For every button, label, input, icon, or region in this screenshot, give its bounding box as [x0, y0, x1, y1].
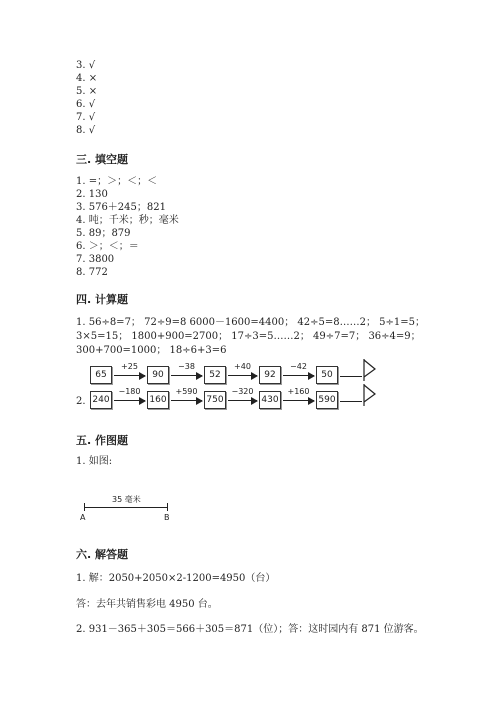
answer-line: 8. 772	[76, 267, 108, 278]
number-box: 65	[90, 366, 112, 384]
number-box: 90	[147, 366, 169, 384]
answer-line: 2. 931－365＋305＝566＋305＝871（位）；答：这时园内有 871 位游客。	[76, 624, 424, 635]
section-heading: 四. 计算题	[76, 293, 129, 306]
operation-label: +40	[234, 362, 251, 371]
answer-line: 4. 吨；千米；秒；毫米	[76, 215, 179, 226]
answer-line: 6. √	[76, 99, 96, 110]
operation-label: −38	[178, 362, 195, 371]
number-box: 750	[204, 391, 226, 409]
arrow	[228, 375, 257, 376]
answer-line: 7. √	[76, 112, 96, 123]
segment-length-label: 35 毫米	[112, 495, 141, 504]
arrow	[171, 375, 202, 376]
answer-line: 5. 89；879	[76, 228, 131, 239]
operation-label: −42	[290, 362, 307, 371]
answer-line: 3. √	[76, 60, 96, 71]
operation-label: +590	[175, 387, 198, 396]
flag-icon	[362, 358, 380, 382]
end-line	[340, 376, 362, 377]
number-box: 92	[259, 366, 281, 384]
answer-line: 4. ×	[76, 73, 98, 84]
arrow	[171, 400, 202, 401]
section-heading: 六. 解答题	[76, 548, 129, 561]
arrow	[114, 375, 145, 376]
end-line	[340, 401, 362, 402]
answer-line: 5. ×	[76, 86, 98, 97]
operation-label: −180	[118, 387, 141, 396]
answer-line: 7. 3800	[76, 254, 115, 265]
arrow	[228, 400, 257, 401]
section-heading: 三. 填空题	[76, 153, 129, 166]
answer-line: 3. 576＋245；821	[76, 202, 166, 213]
number-box: 430	[259, 391, 281, 409]
calc-line: 3×5=15； 1800+900=2700； 17÷3=5……2； 49÷7=7； 36÷4=9；	[76, 331, 421, 342]
operation-label: +25	[121, 362, 138, 371]
item-label: 2.	[76, 396, 86, 407]
arrow	[283, 375, 314, 376]
answer-line: 6. ＞；＜；＝	[76, 241, 139, 252]
answer-line: 1. =；＞；＜；＜	[76, 176, 158, 187]
segment-tick-right	[167, 503, 168, 511]
arrow	[283, 400, 314, 401]
segment-tick-left	[84, 503, 85, 511]
answer-line: 答：去年共销售彩电 4950 台。	[76, 599, 218, 610]
answer-line: 1. 解：2050+2050×2-1200=4950（台）	[76, 573, 276, 584]
operation-label: +160	[287, 387, 310, 396]
answer-line: 2. 130	[76, 189, 108, 200]
number-box: 160	[147, 391, 169, 409]
answer-line: 1. 如图:	[76, 456, 113, 467]
line-segment	[84, 507, 168, 508]
number-box: 52	[204, 366, 226, 384]
segment-point-a: A	[80, 513, 86, 522]
flag-icon	[362, 383, 380, 407]
arrow	[114, 400, 145, 401]
segment-point-b: B	[164, 513, 170, 522]
calc-line: 300+700=1000； 18÷6+3=6	[76, 345, 227, 356]
number-box: 50	[316, 366, 338, 384]
calc-line: 1. 56÷8=7； 72÷9=8 6000－1600=4400； 42÷5=8……2； 5÷1=5；	[76, 317, 425, 328]
operation-label: −320	[231, 387, 254, 396]
number-box: 240	[90, 391, 112, 409]
section-heading: 五. 作图题	[76, 434, 129, 447]
answer-line: 8. √	[76, 125, 96, 136]
number-box: 590	[316, 391, 338, 409]
